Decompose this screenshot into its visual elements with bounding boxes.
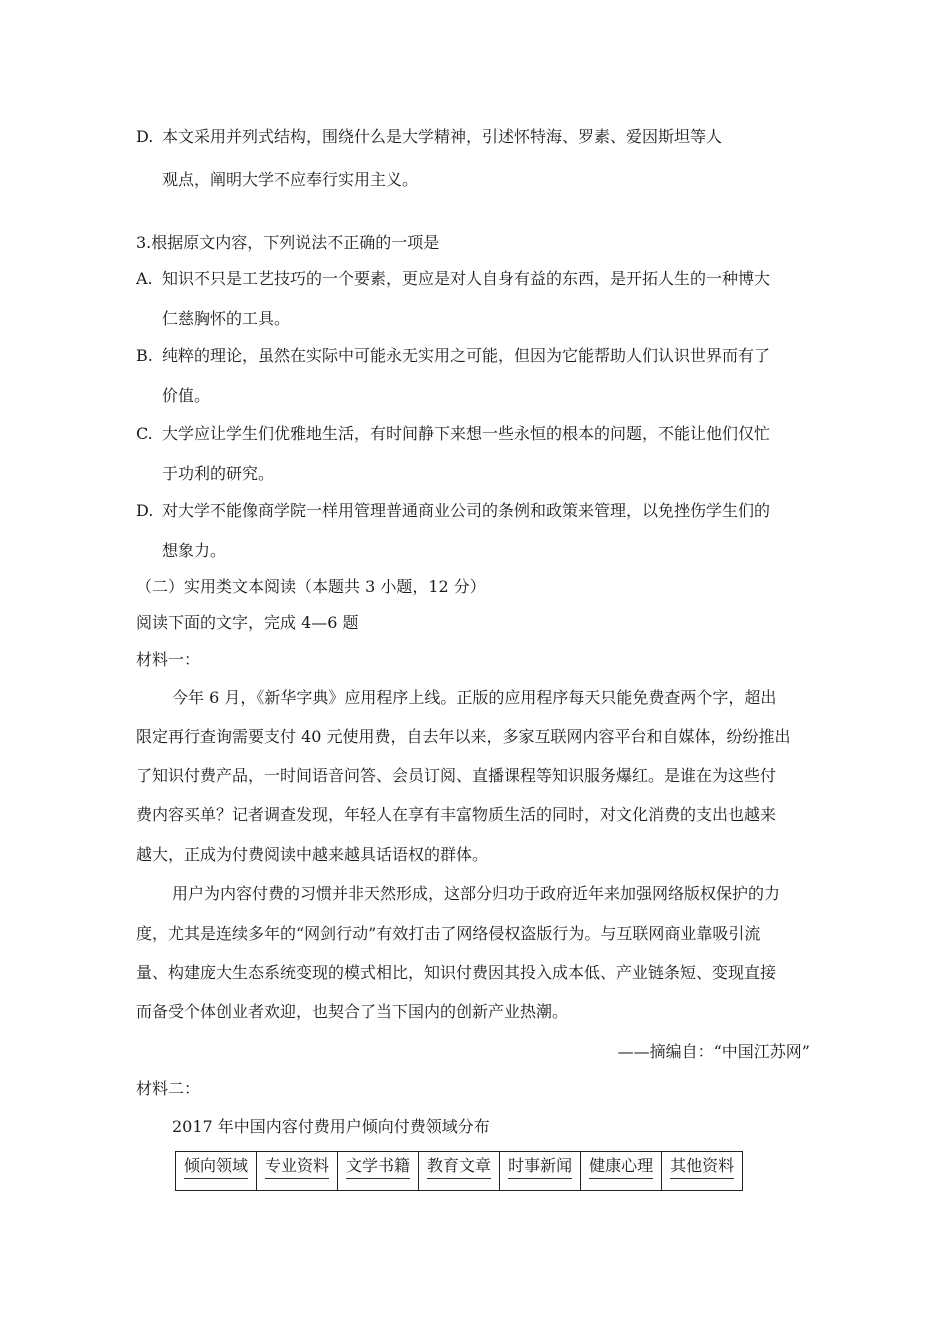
section-heading: （二）实用类文本阅读（本题共 3 小题，12 分） xyxy=(136,577,486,596)
material1-paragraph2-line1: 用户为内容付费的习惯并非天然形成，这部分归功于政府近年来加强网络版权保护的力 xyxy=(172,884,781,903)
payment-domain-table xyxy=(175,1151,743,1191)
material1-paragraph2-line4: 而备受个体创业者欢迎，也契合了当下国内的创新产业热潮。 xyxy=(136,1002,569,1021)
material1-paragraph2-line3: 量、构建庞大生态系统变现的模式相比，知识付费因其投入成本低、产业链条短、变现直接 xyxy=(136,963,777,982)
q3-option-b-line1: B. 纯粹的理论，虽然在实际中可能永无实用之可能，但因为它能帮助人们认识世界而有了 xyxy=(136,346,771,365)
table-cell: 专业资料 xyxy=(257,1152,338,1191)
q3-stem: 3.根据原文内容，下列说法不正确的一项是 xyxy=(136,233,440,252)
option-label: D. xyxy=(136,127,154,146)
reading-instruction: 阅读下面的文字，完成 4—6 题 xyxy=(136,613,359,632)
q3-option-b-line2: 价值。 xyxy=(162,386,211,405)
table-row xyxy=(176,1152,743,1191)
table-cell: 其他资料 xyxy=(662,1152,743,1191)
q3-option-c-line2: 于功利的研究。 xyxy=(162,464,275,483)
option-label: C. xyxy=(136,424,153,443)
material1-paragraph1-line2: 限定再行查询需要支付 40 元使用费，自去年以来，多家互联网内容平台和自媒体，纷纷推出 xyxy=(136,727,791,746)
q3-option-a-line1: A. 知识不只是工艺技巧的一个要素，更应是对人自身有益的东西，是开拓人生的一种博大 xyxy=(136,269,771,288)
material1-source: ——摘编自：“中国江苏网” xyxy=(617,1042,810,1061)
q3-option-a-line2: 仁慈胸怀的工具。 xyxy=(162,309,291,328)
material1-paragraph2-line2: 度，尤其是连续多年的“网剑行动”有效打击了网络侵权盗版行为。与互联网商业靠吸引流 xyxy=(136,924,761,943)
option-label: D. xyxy=(136,501,154,520)
q3-option-d-line2: 想象力。 xyxy=(162,541,227,560)
material1-paragraph1-line3: 了知识付费产品，一时间语音问答、会员订阅、直播课程等知识服务爆红。是谁在为这些付 xyxy=(136,766,777,785)
material1-title: 材料一： xyxy=(136,650,201,669)
option-label: B. xyxy=(136,346,153,365)
material1-paragraph1-line1: 今年 6 月，《新华字典》应用程序上线。正版的应用程序每天只能免费查两个字，超出 xyxy=(172,688,777,707)
material2-title: 材料二： xyxy=(136,1079,201,1098)
option-label: A. xyxy=(136,269,153,288)
q2-option-d-line1: D. 本文采用并列式结构，围绕什么是大学精神，引述怀特海、罗素、爱因斯坦等人 xyxy=(136,127,723,146)
material1-paragraph1-line4: 费内容买单？记者调查发现，年轻人在享有丰富物质生活的同时，对文化消费的支出也越来 xyxy=(136,805,777,824)
q3-option-c-line1: C. 大学应让学生们优雅地生活，有时间静下来想一些永恒的根本的问题，不能让他们仅忙 xyxy=(136,424,771,443)
table-cell: 文学书籍 xyxy=(338,1152,419,1191)
table-cell: 教育文章 xyxy=(419,1152,500,1191)
table-caption: 2017 年中国内容付费用户倾向付费领域分布 xyxy=(172,1117,490,1136)
material1-paragraph1-line5: 越大，正成为付费阅读中越来越具话语权的群体。 xyxy=(136,845,489,864)
table-cell: 健康心理 xyxy=(581,1152,662,1191)
q2-option-d-line2: 观点，阐明大学不应奉行实用主义。 xyxy=(162,170,419,189)
table-cell: 时事新闻 xyxy=(500,1152,581,1191)
table-cell: 倾向领域 xyxy=(176,1152,257,1191)
q3-option-d-line1: D. 对大学不能像商学院一样用管理普通商业公司的条例和政策来管理，以免挫伤学生们的 xyxy=(136,501,771,520)
